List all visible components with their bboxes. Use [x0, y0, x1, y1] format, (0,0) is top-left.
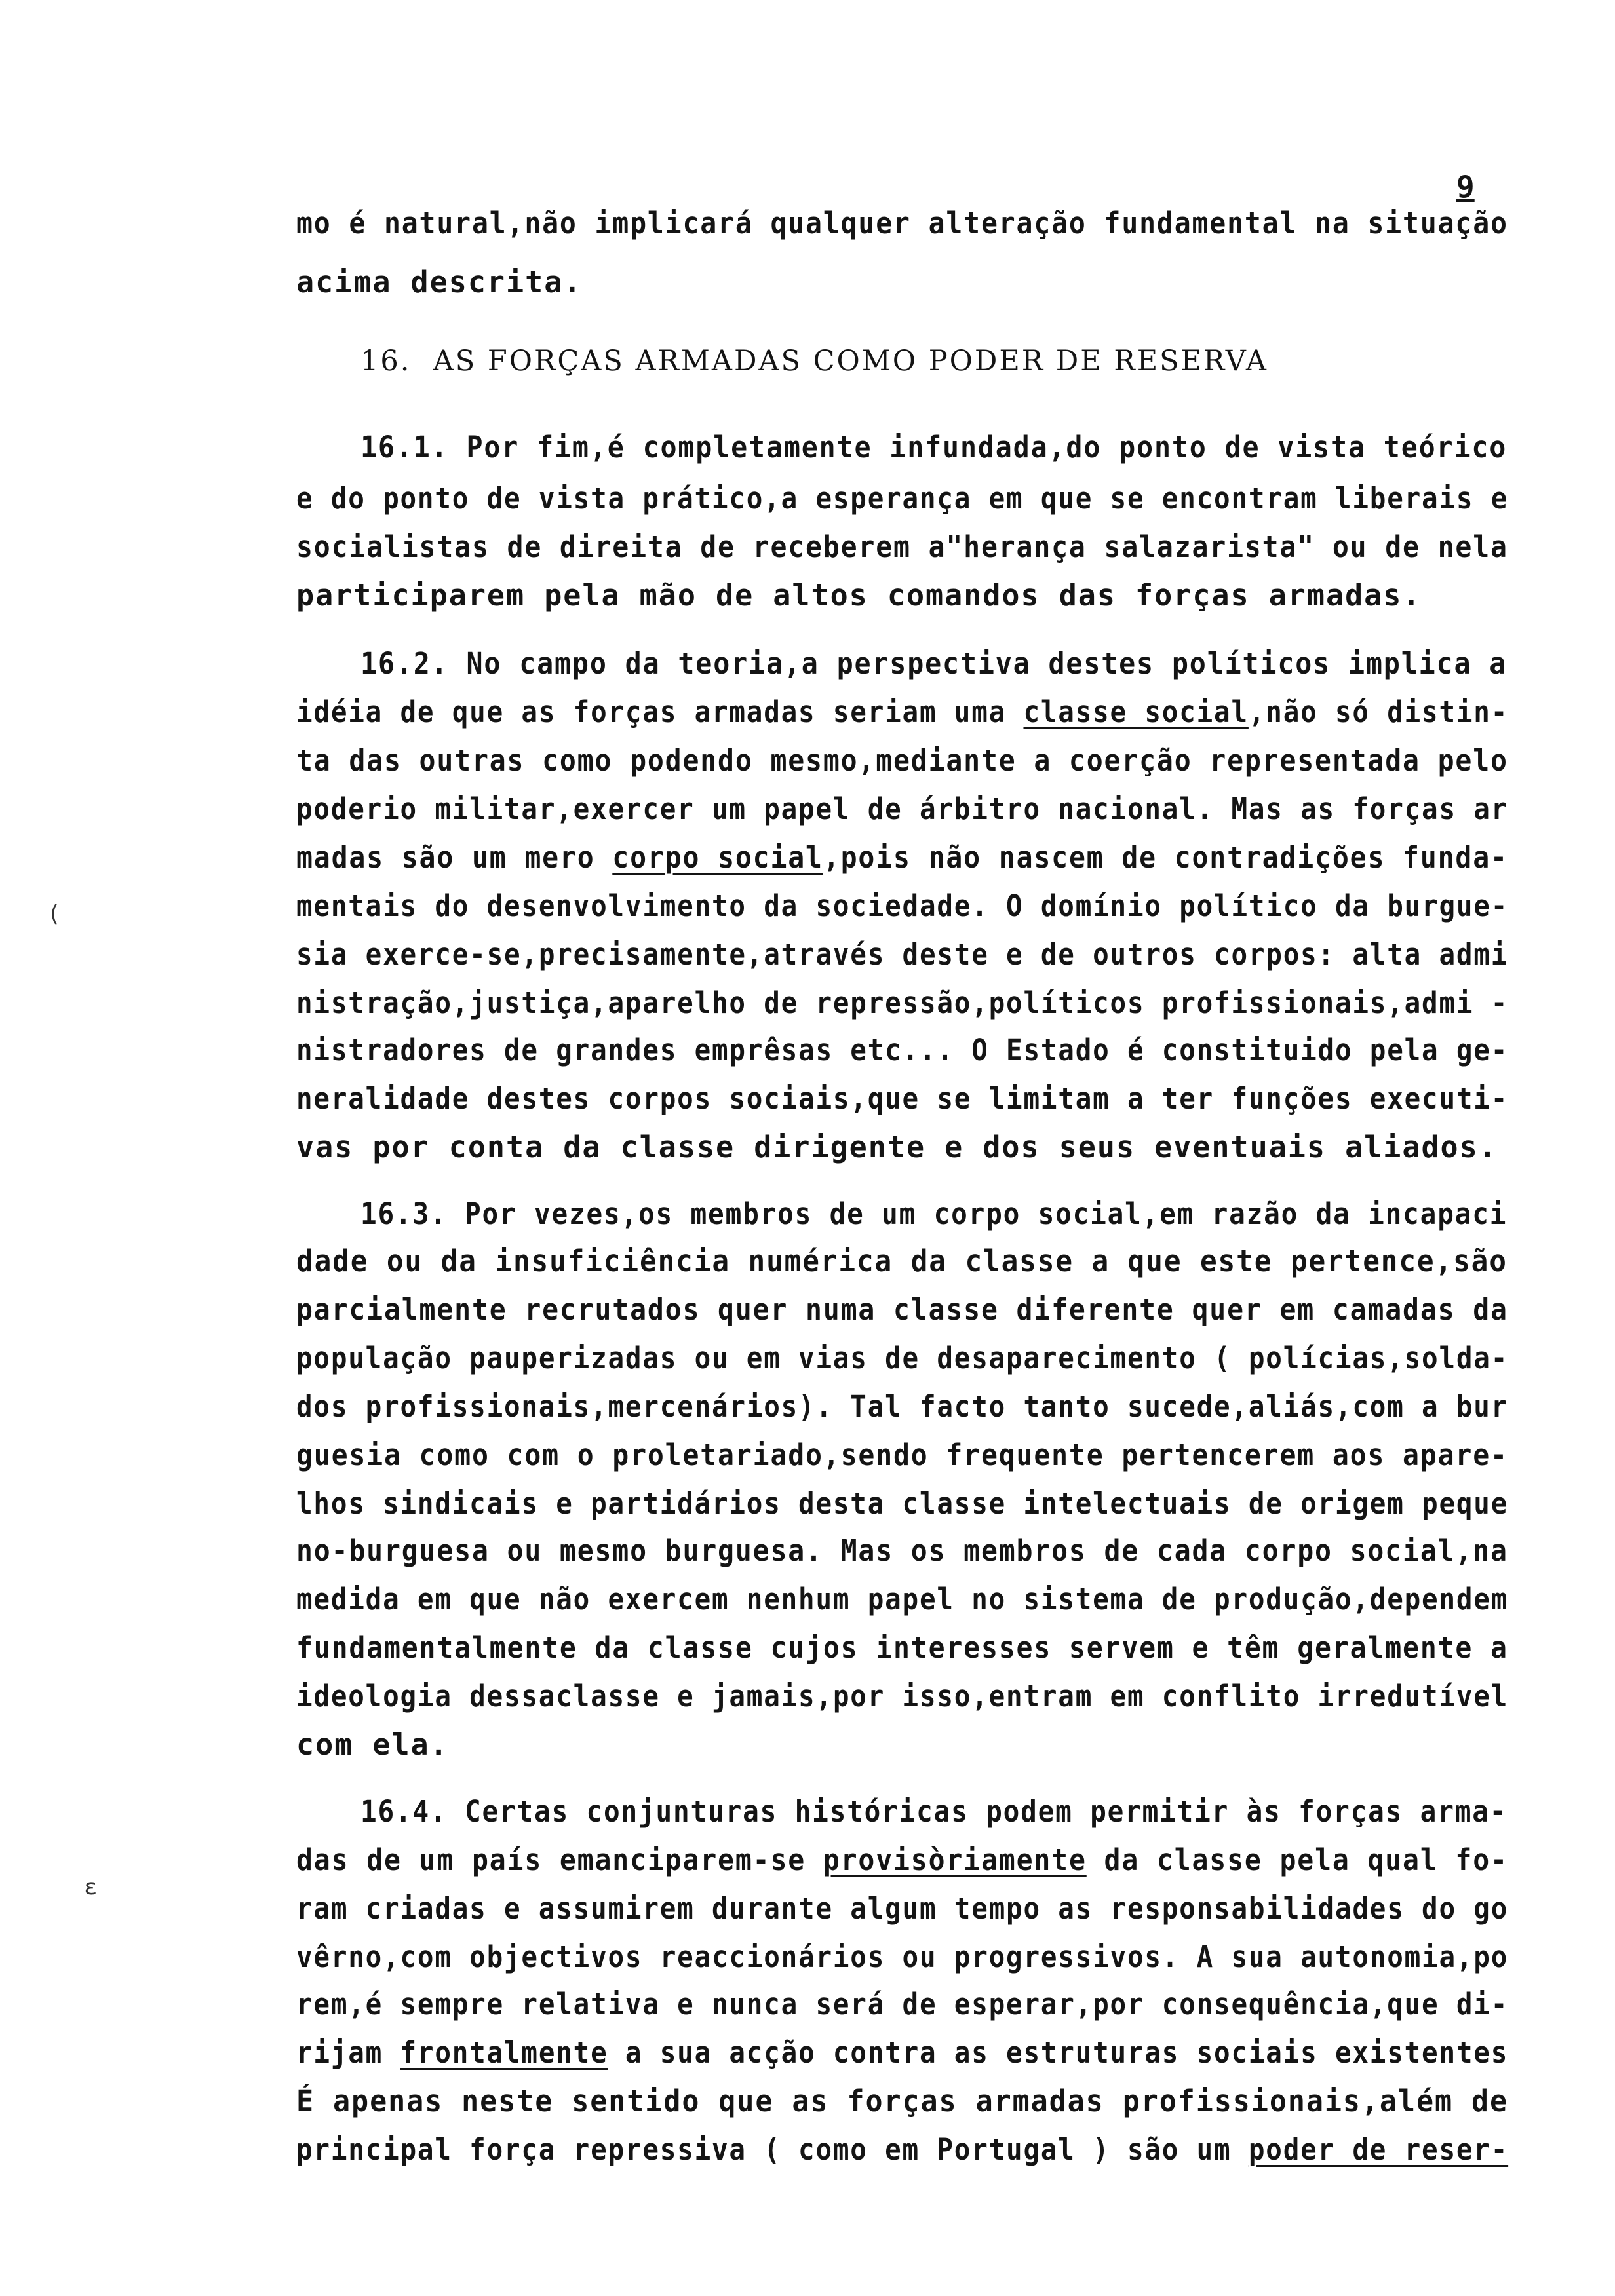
text-line: 16.4. Certas conjunturas históricas podem permitir às forças arma-: [360, 1794, 1508, 1829]
text-line: socialistas de direita de receberem a"herança salazarista" ou de nela: [296, 529, 1508, 564]
text-line: poderio militar,exercer um papel de árbitro nacional. Mas as forças ar: [296, 792, 1509, 826]
text-line: neralidade destes corpos sociais,que se limitam a ter funções executi-: [296, 1081, 1509, 1116]
text-line: fundamentalmente da classe cujos interesses servem e têm geralmente a: [296, 1630, 1508, 1665]
page-number: 9: [1456, 169, 1475, 204]
text-line: sia exerce-se,precisamente,através deste e de outros corpos: alta admi: [296, 937, 1509, 972]
underlined-term: poder de reser-: [1248, 2132, 1509, 2167]
text-line: dos profissionais,mercenários). Tal facto tanto sucede,aliás,com a bur: [296, 1389, 1509, 1424]
margin-mark: ε: [84, 1874, 98, 1900]
text-line: rem,é sempre relativa e nunca será de esperar,por consequência,que di-: [296, 1987, 1509, 2021]
text-line: medida em que não exercem nenhum papel no sistema de produção,dependem: [296, 1582, 1509, 1617]
text-line: 16.3. Por vezes,os membros de um corpo social,em razão da incapaci: [360, 1196, 1508, 1231]
text-line: lhos sindicais e partidários desta classe intelectuais de origem peque: [296, 1486, 1509, 1521]
text-line: das de um país emanciparem-se provisòriamente da classe pela qual fo-: [296, 1843, 1508, 1877]
text-line: idéia de que as forças armadas seriam uma classe social,não só distin-: [296, 695, 1509, 729]
text-line: população pauperizadas ou em vias de desaparecimento ( polícias,solda-: [296, 1341, 1509, 1375]
text-line: ta das outras como podendo mesmo,mediante a coerção representada pelo: [296, 743, 1508, 778]
text-line: 16.2. No campo da teoria,a perspectiva destes políticos implica a: [360, 646, 1508, 681]
text-line: vêrno,com objectivos reaccionários ou progressivos. A sua autonomia,po: [296, 1940, 1509, 1974]
margin-mark: (: [47, 901, 61, 927]
text-line: parcialmente recrutados quer numa classe diferente quer em camadas da: [296, 1292, 1508, 1327]
underlined-term: classe social: [1023, 695, 1249, 729]
section-heading: 16. AS FORÇAS ARMADAS COMO PODER DE RESERVA: [360, 345, 1268, 377]
text-line: rijam frontalmente a sua acção contra as estruturas sociais existentes: [296, 2035, 1509, 2070]
text-line: e do ponto de vista prático,a esperança em que se encontram liberais e: [296, 481, 1509, 516]
text-line: ram criadas e assumirem durante algum tempo as responsabilidades do go: [296, 1891, 1509, 1926]
text-line: nistradores de grandes emprêsas etc... O Estado é constituido pela ge-: [296, 1033, 1509, 1067]
underlined-term: corpo social: [612, 840, 823, 875]
text-line: dade ou da insuficiência numérica da classe a que este pertence,são: [296, 1244, 1508, 1278]
text-line: participarem pela mão de altos comandos das forças armadas.: [296, 578, 1422, 613]
text-line: madas são um mero corpo social,pois não nascem de contradições funda-: [296, 840, 1508, 875]
text-line: guesia como com o proletariado,sendo frequente pertencerem aos apare-: [296, 1438, 1508, 1472]
text-line: nistração,justiça,aparelho de repressão,políticos profissionais,admi -: [296, 985, 1509, 1020]
text-line: no-burguesa ou mesmo burguesa. Mas os membros de cada corpo social,na: [296, 1533, 1508, 1568]
text-line: principal força repressiva ( como em Portugal ) são um poder de reser-: [296, 2132, 1509, 2167]
text-line: ideologia dessaclasse e jamais,por isso,entram em conflito irredutível: [296, 1679, 1509, 1713]
text-line: acima descrita.: [296, 265, 583, 299]
underlined-term: frontalmente: [400, 2035, 608, 2070]
underlined-term: provisòriamente: [823, 1843, 1087, 1877]
text-line: É apenas neste sentido que as forças armadas profissionais,além de: [296, 2084, 1509, 2118]
text-line: vas por conta da classe dirigente e dos seus eventuais aliados.: [296, 1130, 1498, 1164]
text-line: mo é natural,não implicará qualquer alteração fundamental na situação: [296, 206, 1508, 240]
text-line: com ela.: [296, 1727, 449, 1762]
text-line: mentais do desenvolvimento da sociedade. O domínio político da burgue-: [296, 889, 1509, 923]
text-line: 16.1. Por fim,é completamente infundada,do ponto de vista teórico: [360, 430, 1508, 465]
